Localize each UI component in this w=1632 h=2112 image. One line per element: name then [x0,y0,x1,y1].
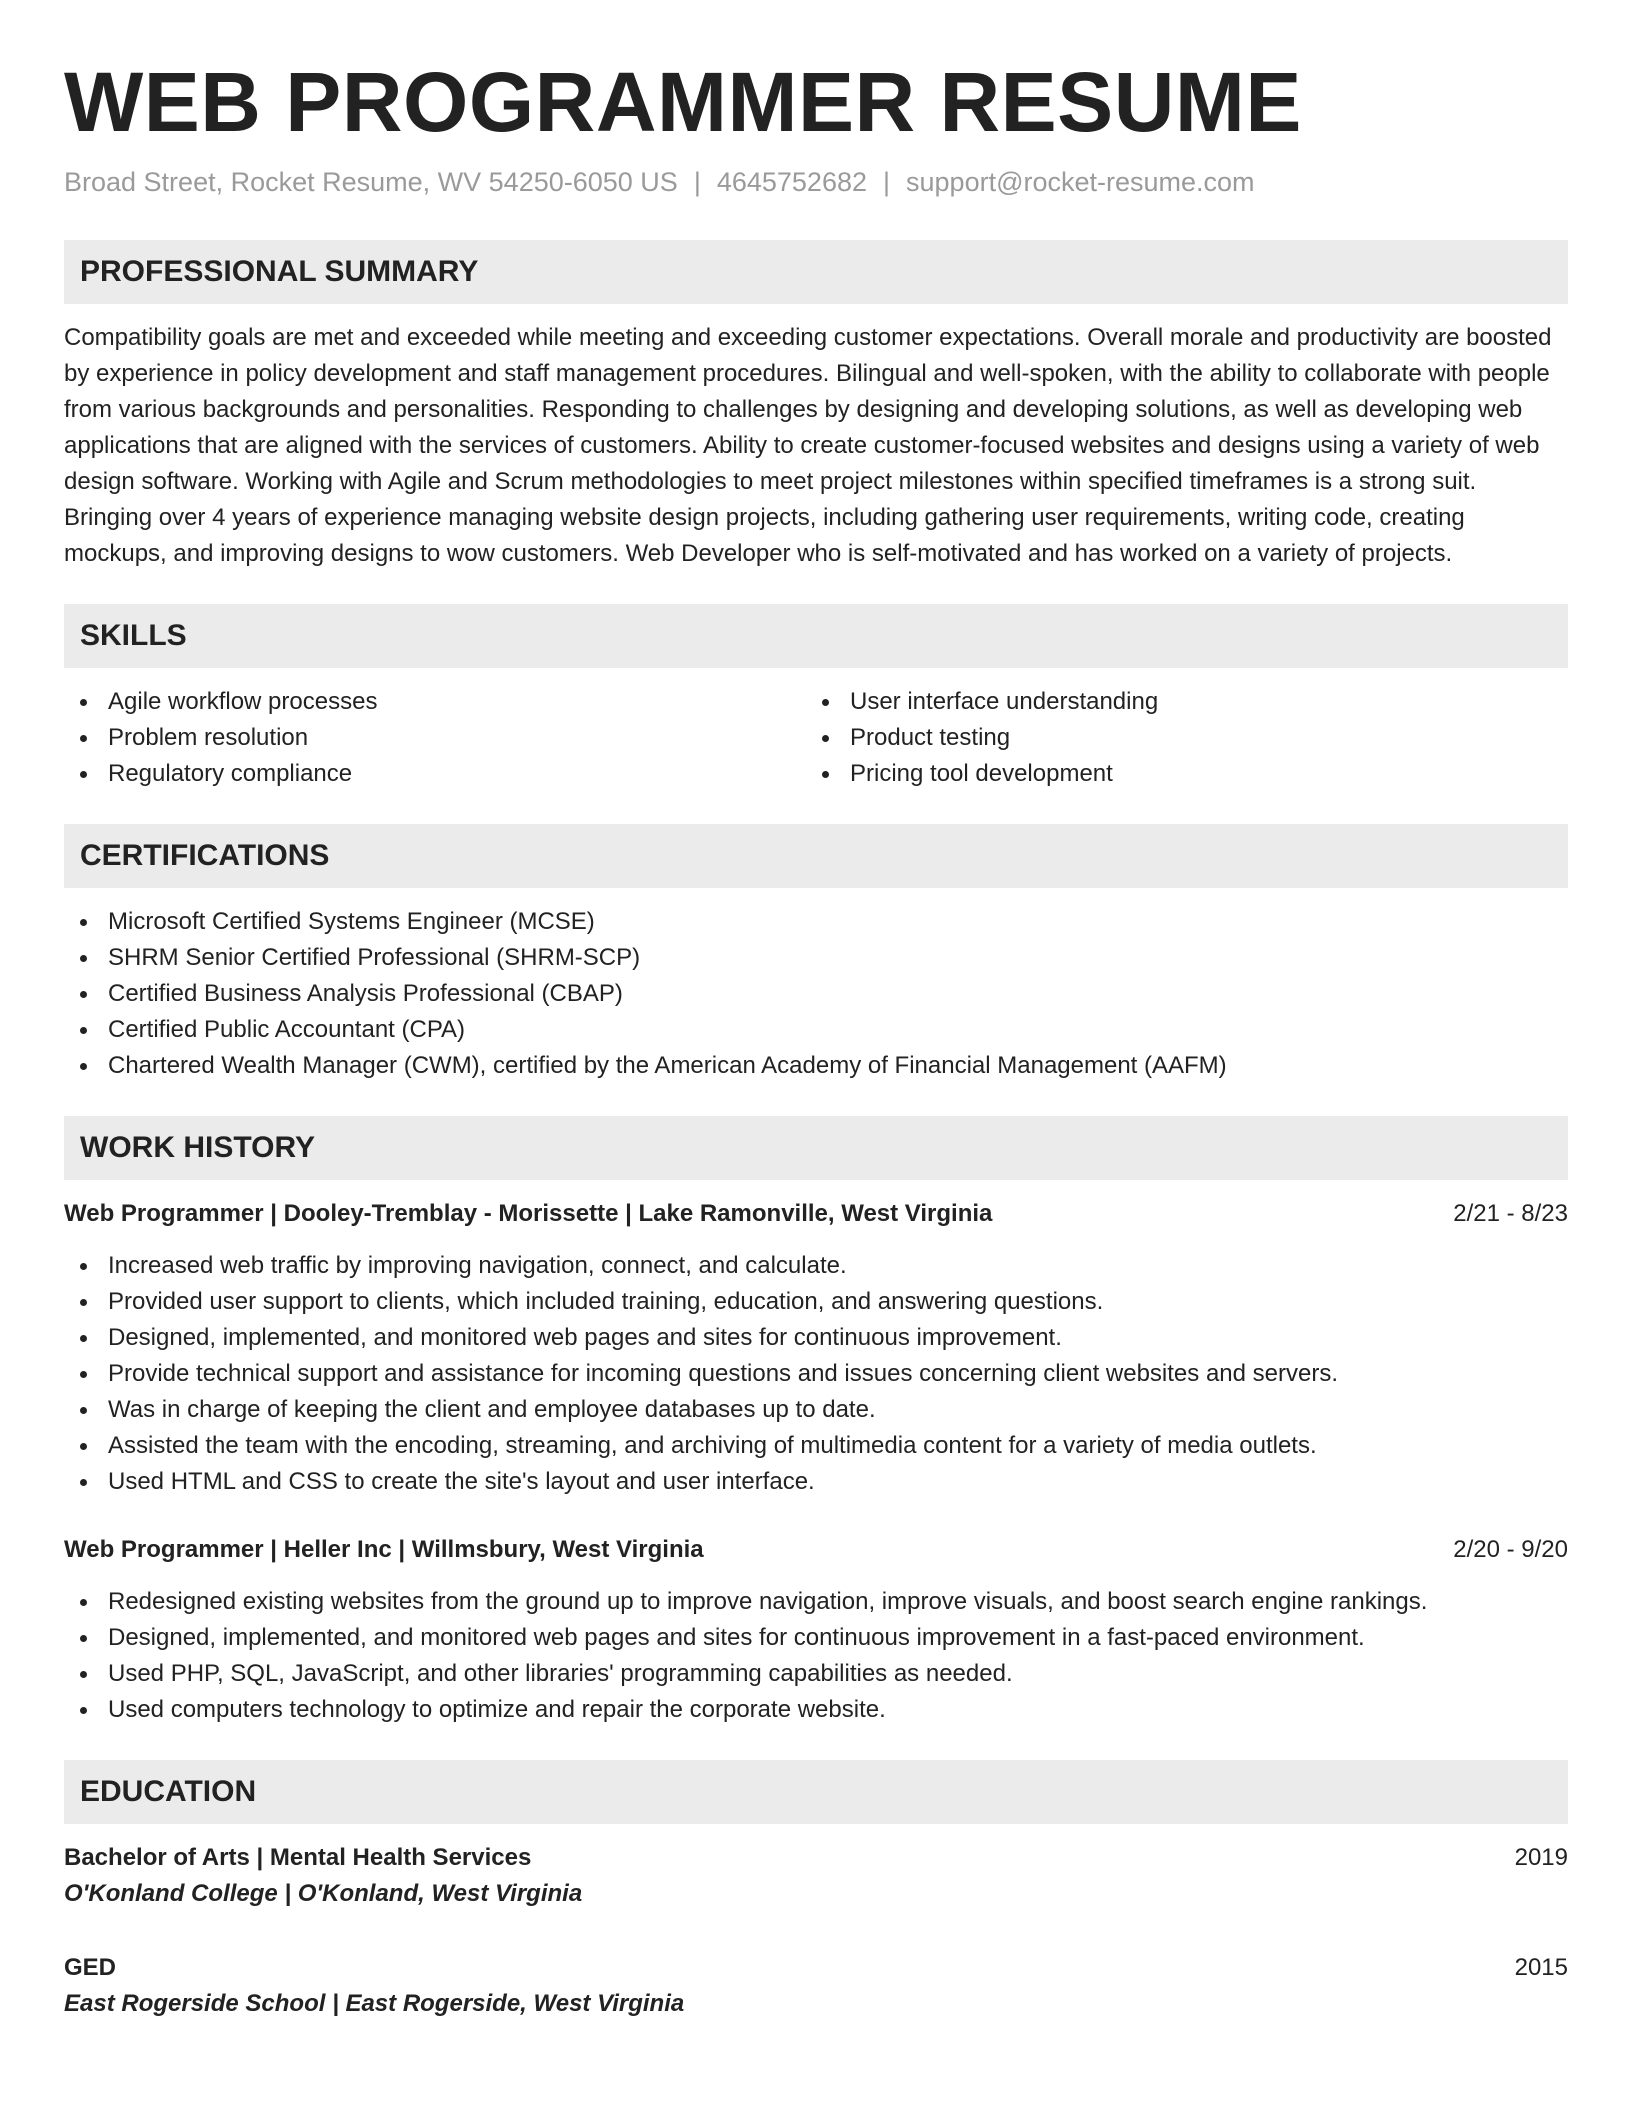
job-bullet: Redesigned existing websites from the ground up to improve navigation, improve visuals, and boost search engine rankings. [64,1584,1568,1620]
job-bullet: Used computers technology to optimize and repair the corporate website. [64,1692,1568,1728]
section-header-certifications: CERTIFICATIONS [64,824,1568,888]
resume-title: WEB PROGRAMMER RESUME [64,55,1302,149]
education-school: O'Konland College | O'Konland, West Virginia [64,1880,583,1907]
job-heading: Web Programmer | Heller Inc | Willmsbury, West Virginia [64,1536,704,1563]
skill-item: Regulatory compliance [64,756,806,792]
education-school: East Rogerside School | East Rogerside, West Virginia [64,1990,685,2017]
section-header-work-history: WORK HISTORY [64,1116,1568,1180]
summary-text: Compatibility goals are met and exceeded while meeting and exceeding customer expectations. Overall morale and productivity are boosted by experience in policy development and staff management procedures. Bilingual and well-spoken, with the ability to collaborate with people from various backgrounds and personalities. Responding to challenges by designing and developing solutions, as well as developing web applications that are aligned with the services of customers. Ability to create customer-focused websites and designs using a variety of web design software. Working with Agile and Scrum methodologies to meet project milestones within specified timeframes is a strong suit. Bringing over 4 years of experience managing website design projects, including gathering user requirements, writing code, creating mockups, and improving designs to wow customers. Web Developer who is self-motivated and has worked on a variety of projects. [64,324,1552,567]
section-header-summary: PROFESSIONAL SUMMARY [64,240,1568,304]
education-header [64,1840,1568,1876]
certification-item: Chartered Wealth Manager (CWM), certified by the American Academy of Financial Management (AAFM) [64,1048,1568,1084]
job-bullets [64,1248,1568,1500]
contact-phone: 4645752682 [716,167,867,197]
job-entry [64,1196,1568,1500]
skill-item: Problem resolution [64,720,806,756]
contact-address: Broad Street, Rocket Resume, WV 54250-6050 US [64,167,678,197]
education-degree: GED [64,1954,117,1981]
contact-separator: | [883,167,891,197]
skills-list-left [64,684,806,792]
job-bullet: Used HTML and CSS to create the site's layout and user interface. [64,1464,1568,1500]
job-bullet: Increased web traffic by improving navigation, connect, and calculate. [64,1248,1568,1284]
education-header [64,1950,1568,1986]
job-bullet: Assisted the team with the encoding, streaming, and archiving of multimedia content for a variety of media outlets. [64,1428,1568,1464]
skills-list-right [806,684,1548,792]
skill-item: Product testing [806,720,1548,756]
job-bullet: Was in charge of keeping the client and employee databases up to date. [64,1392,1568,1428]
skills-grid [64,684,1568,792]
certifications-list [64,904,1568,1084]
certification-item: Microsoft Certified Systems Engineer (MCSE) [64,904,1568,940]
education-degree: Bachelor of Arts | Mental Health Services [64,1844,532,1871]
certification-item: Certified Business Analysis Professional (CBAP) [64,976,1568,1012]
job-header [64,1196,1568,1232]
education-year: 2015 [1514,1954,1568,1981]
section-header-skills: SKILLS [64,604,1568,668]
contact-line [64,164,1568,200]
education-year: 2019 [1514,1844,1568,1871]
skill-item: User interface understanding [806,684,1548,720]
resume-page [64,52,1568,2022]
skill-item: Pricing tool development [806,756,1548,792]
job-entry [64,1532,1568,1728]
certification-item: SHRM Senior Certified Professional (SHRM-SCP) [64,940,1568,976]
contact-separator: | [693,167,701,197]
section-header-education: EDUCATION [64,1760,1568,1824]
job-dates: 2/21 - 8/23 [1453,1200,1568,1227]
job-bullet: Used PHP, SQL, JavaScript, and other libraries' programming capabilities as needed. [64,1656,1568,1692]
job-bullet: Designed, implemented, and monitored web pages and sites for continuous improvement in a fast-paced environment. [64,1620,1568,1656]
job-header [64,1532,1568,1568]
job-bullets [64,1584,1568,1728]
contact-email: support@rocket-resume.com [906,167,1255,197]
job-heading: Web Programmer | Dooley-Tremblay - Morissette | Lake Ramonville, West Virginia [64,1200,993,1227]
certification-item: Certified Public Accountant (CPA) [64,1012,1568,1048]
education-entry [64,1840,1568,1912]
job-bullet: Provide technical support and assistance for incoming questions and issues concerning client websites and servers. [64,1356,1568,1392]
education-entry [64,1950,1568,2022]
job-bullet: Designed, implemented, and monitored web pages and sites for continuous improvement. [64,1320,1568,1356]
skill-item: Agile workflow processes [64,684,806,720]
job-bullet: Provided user support to clients, which included training, education, and answering questions. [64,1284,1568,1320]
job-dates: 2/20 - 9/20 [1453,1536,1568,1563]
